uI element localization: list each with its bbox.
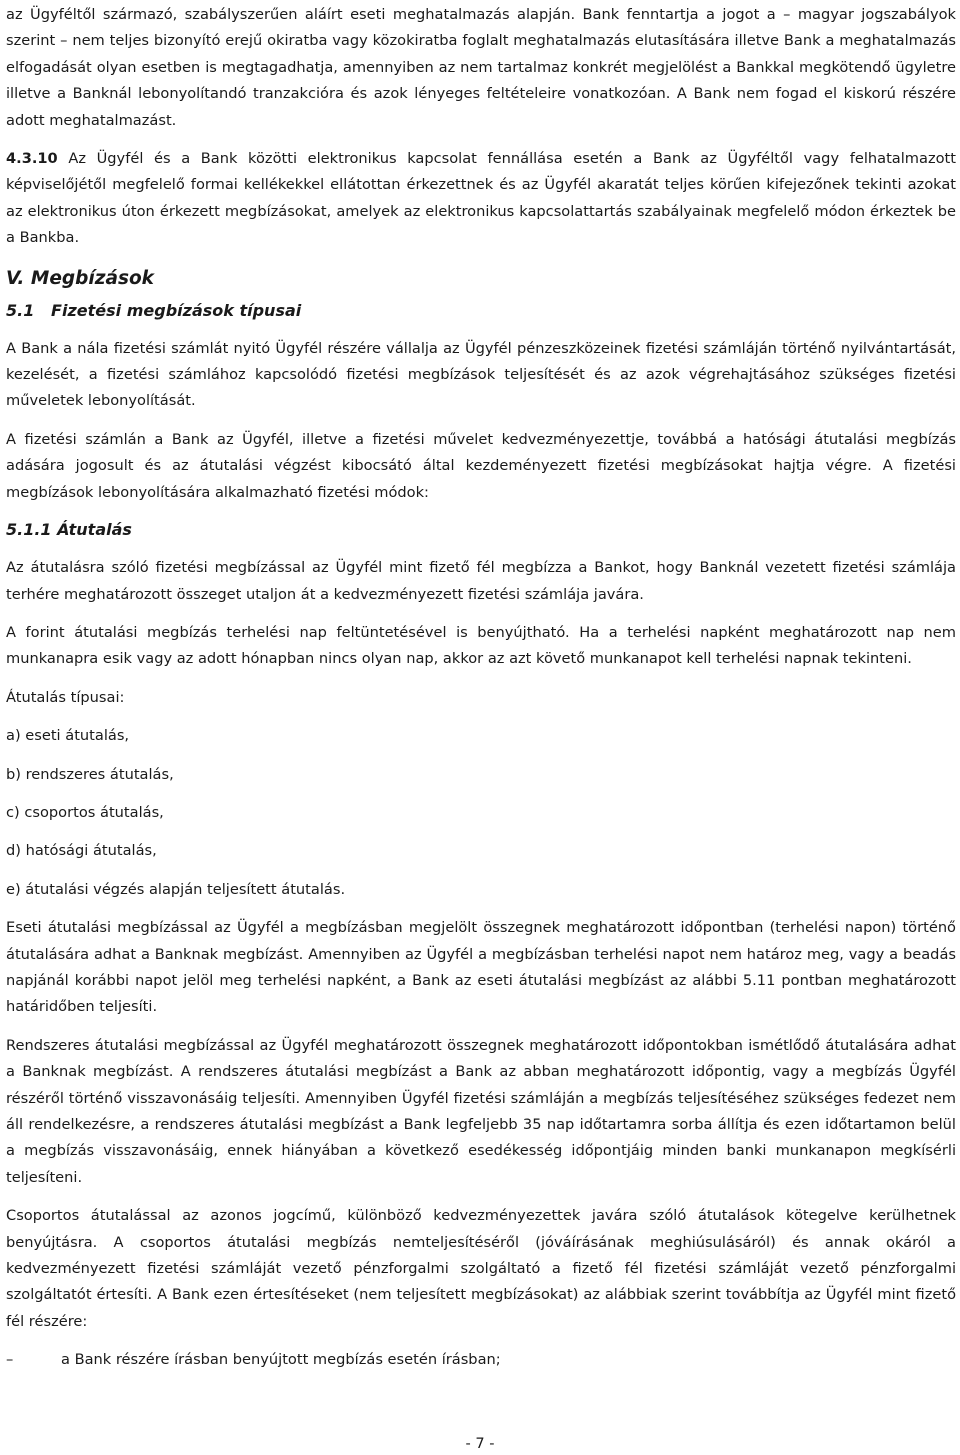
paragraph-eseti: Eseti átutalási megbízással az Ügyfél a megbízásban megjelölt összegnek meghatározott időpontban (terhelési napon) történő átutalására adhat a Banknak megbízást. Amennyiben az Ügyfél a megbízásban terhelési napot nem határoz meg, vagy a beadás napjánál korábbi napot jelöl meg terhelési napként, a Bank az eseti átutalási megbízást az alábbi 5.11 pontban meghatározott határidőben teljesíti. bbox=[6, 919, 956, 1016]
paragraph-5-1-1-a: Az átutalásra szóló fizetési megbízással az Ügyfél mint fizető fél megbízza a Bankot, hogy Banknál vezetett fizetési számlája terhére meghatározott összeget utaljon át a kedvezményezett fizetési számlája javára. bbox=[6, 559, 956, 603]
section-number: 4.3.10 bbox=[6, 150, 58, 168]
paragraph-5-1-1-b: A forint átutalási megbízás terhelési nap feltüntetésével is benyújtható. Ha a terhelési napként meghatározott nap nem munkanapra esik vagy az adott hónapban nincs olyan nap, akkor az azt követő munkanapot kell terhelési napnak tekinteni. bbox=[6, 623, 956, 668]
section-heading-5-1: 5.1 Fizetési megbízások típusai bbox=[6, 300, 302, 320]
page-number: - 7 - bbox=[465, 1435, 495, 1452]
list-item: d) hatósági átutalás, bbox=[6, 842, 157, 860]
chapter-heading: V. Megbízások bbox=[6, 267, 154, 289]
paragraph-5-1-a: A Bank a nála fizetési számlát nyitó Ügyfél részére vállalja az Ügyfél pénzeszközeinek fizetési számláján történő nyilvántartását, kezelését, a fizetési számlához kapcsolódó fizetési megbízások teljesítését és az azok végrehajtásához szükséges fizetési műveletek lebonyolítását. bbox=[6, 339, 956, 410]
paragraph-4-3-10 bbox=[6, 146, 956, 252]
dash-list-item bbox=[6, 1347, 956, 1373]
transfer-types-list bbox=[6, 723, 956, 903]
paragraph-text: Az Ügyfél és a Bank közötti elektronikus kapcsolat fennállása esetén a Bank az Ügyféltől vagy felhatalmazott képviselőjétől megfelelő formai kellékekkel ellátottan érkezettnek és az Ügyfél akaratát teljes körűen kifejezőnek tekinti azokat az elektronikus úton érkezett megbízásokat, amelyek az elektronikus kapcsolattartás szabályainak megfelelő módon érkeztek be a Bankba. bbox=[6, 150, 956, 247]
paragraph-power-of-attorney: az Ügyféltől származó, szabályszerűen aláírt eseti meghatalmazás alapján. Bank fenntartja a jogot a – magyar jogszabályok szerint – nem teljes bizonyító erejű okiratba vagy közokiratba foglalt meghatalmazás elutasítására illetve Bank a meghatalmazás elfogadását olyan esetben is megtagadhatja, amennyiben az nem tartalmaz konkrét megjelölést a Bankkal megkötendő ügyletre illetve a Banknál lebonyolítandó tranzakcióra és azok lényeges feltételeire vonatkozóan. A Bank nem fogad el kiskorú részére adott meghatalmazást. bbox=[6, 6, 956, 129]
list-item: c) csoportos átutalás, bbox=[6, 803, 164, 821]
paragraph-rendszeres: Rendszeres átutalási megbízással az Ügyfél meghatározott összegnek meghatározott időpontokban ismétlődő átutalására adhat a Banknak megbízást. A rendszeres átutalási megbízást a Bank az abban meghatározott időpontig, vagy a megbízás Ügyfél részéről történő visszavonásáig teljesíti. Amennyiben Ügyfél fizetési számláján a megbízás teljesítéséhez szükséges fedezet nem áll rendelkezésre, a rendszeres átutalási megbízást a Bank legfeljebb 35 nap időtartamra sorba állítja és ezen időtartamon belül a megbízás visszavonásáig, ennek hiányában a következő esedékesség időpontjáig minden banki munkanapon megkísérli teljesíteni. bbox=[6, 1036, 956, 1186]
paragraph-csoportos: Csoportos átutalással az azonos jogcímű, különböző kedvezményezettek javára szóló átutalások kötegelve kerülhetnek benyújtásra. A csoportos átutalási megbízás nemteljesítéséről (jóváírásának meghiúsulásáról) és annak okáról a kedvezményezett fizetési számláját vezető pénzforgalmi szolgáltató a fizető fél fizetési számláját vezető pénzforgalmi szolgáltatót értesíti. A Bank ezen értesítéseket (nem teljesített megbízásokat) az alábbiak szerint továbbítja az Ügyfél mint fizető fél részére: bbox=[6, 1207, 956, 1330]
list-item: e) átutalási végzés alapján teljesített átutalás. bbox=[6, 880, 346, 898]
document-page bbox=[6, 2, 956, 1374]
dash-bullet: – bbox=[6, 1351, 14, 1369]
list-item: b) rendszeres átutalás, bbox=[6, 765, 174, 783]
paragraph-5-1-b: A fizetési számlán a Bank az Ügyfél, illetve a fizetési művelet kedvezményezettje, továbbá a hatósági átutalási megbízás adására jogosult és az átutalási végzést kibocsátó által kezdeményezett fizetési megbízásokat hajtja végre. A fizetési megbízások lebonyolítására alkalmazható fizetési módok: bbox=[6, 430, 956, 501]
transfer-types-label: Átutalás típusai: bbox=[6, 688, 125, 706]
list-item: a) eseti átutalás, bbox=[6, 727, 130, 745]
section-heading-5-1-1: 5.1.1 Átutalás bbox=[6, 520, 132, 540]
dash-item-text: a Bank részére írásban benyújtott megbízás esetén írásban; bbox=[61, 1351, 501, 1369]
